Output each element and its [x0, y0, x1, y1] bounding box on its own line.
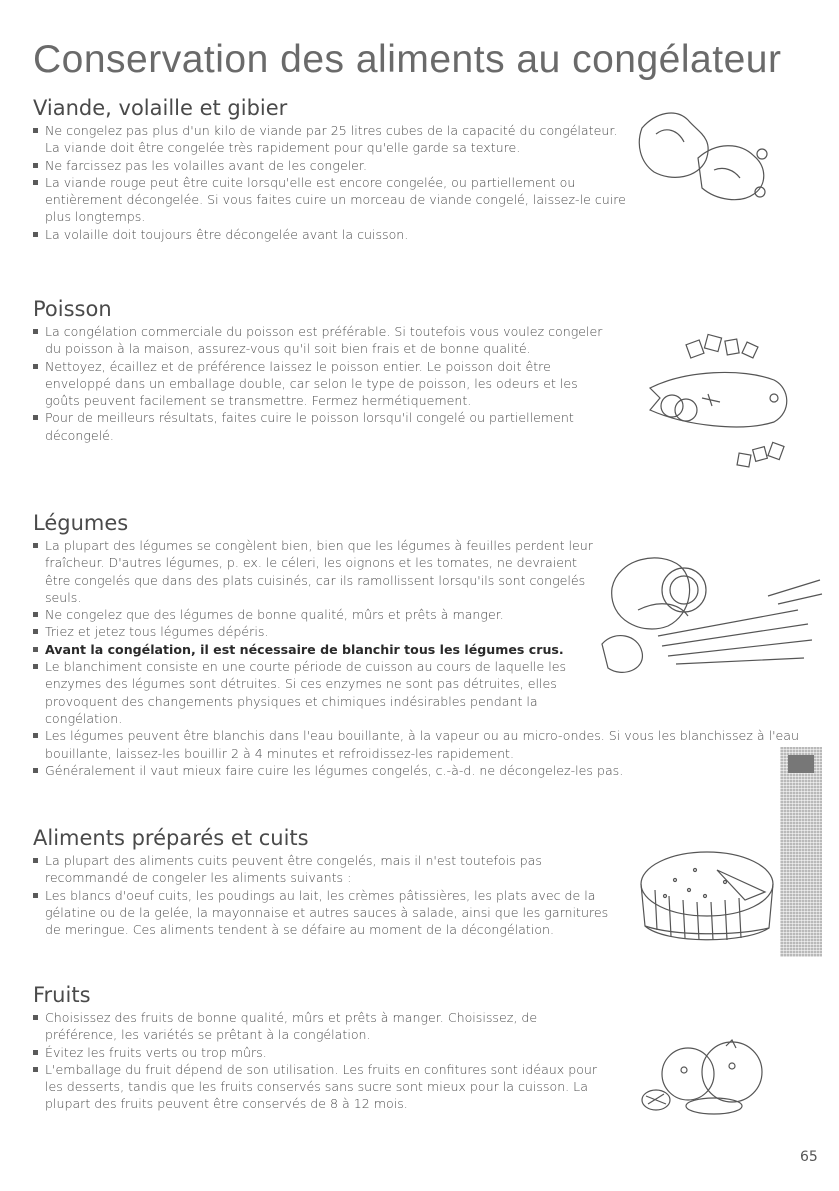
list-item: La viande rouge peut être cuite lorsqu'elle est encore congelée, ou partiellement ou entièrement décongelée. Si vous faites cuire un morceau de viande congelé, laissez-le cuire plus longtemps. [33, 174, 633, 226]
list-item: Ne farcissez pas les volailles avant de les congeler. [33, 157, 633, 174]
list-item: La plupart des légumes se congèlent bien, bien que les légumes à feuilles perdent leur fraîcheur. D'autres légumes, p. ex. le céleri, les oignons et les tomates, ne devraient être congelés que dans des plats cuisinés, car ils ramollissent lorsqu'ils sont congelés seuls. [33, 537, 605, 606]
section-heading-poisson: Poisson [33, 297, 112, 321]
list-prepares [33, 852, 623, 938]
list-fruits [33, 1009, 613, 1113]
list-item: Choisissez des fruits de bonne qualité, mûrs et prêts à manger. Choisissez, de préférence, les variétés se prêtant à la congélation. [33, 1009, 613, 1044]
section-heading-viande: Viande, volaille et gibier [33, 96, 288, 120]
list-viande [33, 122, 633, 243]
section-heading-fruits: Fruits [33, 983, 91, 1007]
section-prepares [33, 826, 623, 938]
list-item: La congélation commerciale du poisson est préférable. Si toutefois vous voulez congeler du poisson à la maison, assurez-vous qu'il soit bien frais et de bonne qualité. [33, 323, 613, 358]
language-tab [780, 747, 822, 957]
list-item: L'emballage du fruit dépend de son utilisation. Les fruits en confitures sont idéaux pour les desserts, tandis que les fruits conservés sans sucre sont mieux pour la cuisson. La plupart des fruits peuvent être conservés de 8 à 12 mois. [33, 1061, 613, 1113]
pie-icon [635, 840, 779, 948]
fruits-icon [636, 1036, 776, 1120]
list-item: Les blancs d'oeuf cuits, les poudings au lait, les crèmes pâtissières, les plats avec de la gélatine ou de la gelée, la mayonnaise et autres sauces à salade, ainsi que les garnitures de meringue. Ces aliments tendent à se défaire au moment de la décongélation. [33, 887, 623, 939]
list-item: Le blanchiment consiste en une courte période de cuisson au cours de laquelle les enzymes des légumes sont détruites. Si ces enzymes ne sont pas détruites, elles provoquent des changements physiques et chimiques indésirables pendant la congélation. [33, 658, 605, 727]
list-item: Nettoyez, écaillez et de préférence laissez le poisson entier. Le poisson doit être enveloppé dans un emballage double, car selon le type de poisson, les odeurs et les goûts peuvent facilement se transmettre. Fermez hermétiquement. [33, 358, 613, 410]
list-item: La volaille doit toujours être décongelée avant la cuisson. [33, 226, 633, 243]
list-poisson [33, 323, 613, 444]
language-flag-icon [788, 755, 814, 773]
page-title: Conservation des aliments au congélateur [33, 38, 782, 81]
section-viande [33, 96, 633, 243]
list-item: La plupart des aliments cuits peuvent être congelés, mais il n'est toutefois pas recommandé de congeler les aliments suivants : [33, 852, 623, 887]
list-item: Évitez les fruits verts ou trop mûrs. [33, 1044, 613, 1061]
section-fruits [33, 983, 613, 1113]
section-poisson [33, 297, 613, 444]
section-heading-legumes: Légumes [33, 511, 129, 535]
list-item: Les légumes peuvent être blanchis dans l'eau bouillante, à la vapeur ou au micro-ondes. Si vous les blanchissez à l'eau bouillante, laissez-les bouillir 2 à 4 minutes et refroidissez-les rapidement. [33, 727, 803, 762]
list-item: Triez et jetez tous légumes dépéris. [33, 623, 605, 640]
list-item: Pour de meilleurs résultats, faites cuire le poisson lorsqu'il congelé ou partiellement décongelé. [33, 409, 613, 444]
list-item: Ne congelez que des légumes de bonne qualité, mûrs et prêts à manger. [33, 606, 605, 623]
list-item: Ne congelez pas plus d'un kilo de viande par 25 litres cubes de la capacité du congélateur. La viande doit être congelée très rapidement pour qu'elle garde sa texture. [33, 122, 633, 157]
section-heading-prepares: Aliments préparés et cuits [33, 826, 309, 850]
list-item: Généralement il vaut mieux faire cuire les légumes congelés, c.-à-d. ne décongelez-les pas. [33, 762, 803, 779]
fish-ice-icon [646, 318, 796, 478]
meat-poultry-icon [636, 108, 774, 216]
page-number: 65 [800, 1149, 818, 1165]
list-item-emphasis: Avant la congélation, il est nécessaire de blanchir tous les légumes crus. [33, 641, 615, 658]
vegetables-icon [598, 540, 824, 690]
